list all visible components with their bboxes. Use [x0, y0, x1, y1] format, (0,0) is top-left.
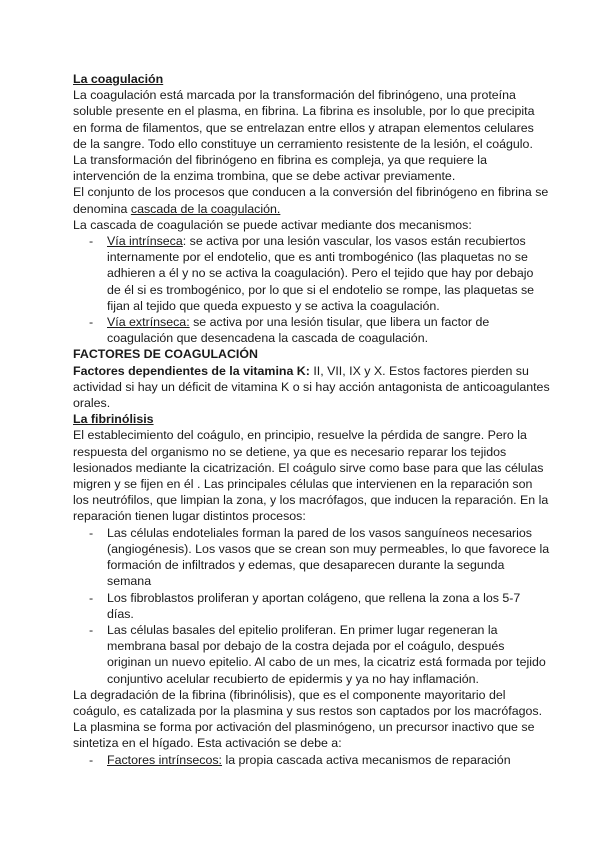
factores-intrinsecos-text: la propia cascada activa mecanismos de reparación	[222, 752, 511, 767]
via-intrinseca-text: : se activa por una lesión vascular, los vasos están recubiertos internamente por el endotelio, que es anti trombogénico (las plaquetas no se adhieren a él y no se activa la coagulación). Pero el tejido que hay por debajo de él si es trombogénico, por lo que si el endotelio se rompe, las plaquetas se fijan al tejido que queda expuesto y se activa la coagulación.	[107, 234, 535, 313]
coagulacion-paragraph-4: La cascada de coagulación se puede activar mediante dos mecanismos:	[73, 217, 472, 232]
list-item-fibroblastos: - Los fibroblastos proliferan y aportan colágeno, que rellena la zona a los 5-7 días.	[73, 590, 550, 622]
fibrinolisis-paragraph-2: La degradación de la fibrina (fibrinólisis), que es el componente mayoritario del coágulo, es catalizada por la plasmina y sus restos son captados por los macrófagos. La plasmina se forma por activación del plasminógeno, un precursor inactivo que se sintetiza en el hígado. Esta activación se debe a:	[73, 687, 543, 751]
list-item-angiogenesis: - Las células endoteliales forman la pared de los vasos sanguíneos necesarios (angiogénesis). Los vasos que se crean son muy permeables, lo que favorece la formación de infiltrados y edemas, que desaparecen durante la segunda semana	[73, 525, 550, 590]
list-item-via-extrinseca	[73, 314, 550, 346]
factores-bold-term: Factores dependientes de la vitamina K:	[73, 363, 310, 378]
list-item-factores-intrinsecos	[73, 752, 550, 768]
cascada-term: cascada de la coagulación.	[130, 201, 281, 216]
coagulacion-paragraph-2: La transformación del fibrinógeno en fibrina es compleja, ya que requiere la intervención de la enzima trombina, que se debe activar previamente.	[73, 153, 487, 184]
cascada-intro-text: El conjunto de los procesos que conducen a la conversión del fibrinógeno en fibrina se denomina	[73, 185, 549, 216]
fibrinolisis-heading: La fibrinólisis	[73, 412, 154, 427]
mecanismos-list	[73, 233, 550, 346]
factores-intrinsecos-term: Factores intrínsecos:	[107, 752, 223, 767]
fibrinolisis-paragraph-1: El establecimiento del coágulo, en principio, resuelve la pérdida de sangre. Pero la respuesta del organismo no se detiene, ya que es necesario reparar los tejidos lesionados mediante la cicatrización. El coágulo sirve como base para que las células migren y se fijen en él . Las principales células que intervienen en la reparación son los neutrófilos, que limpian la zona, y los macrófagos, que inducen la reparación. En la reparación tienen lugar distintos procesos:	[73, 428, 549, 524]
coagulacion-heading: La coagulación	[73, 72, 164, 86]
via-extrinseca-term: Vía extrínseca:	[107, 315, 190, 330]
reparacion-list	[73, 525, 550, 687]
via-extrinseca-text: se activa por una lesión tisular, que libera un factor de coagulación que desencadena la cascada de coagulación.	[107, 315, 490, 346]
coagulacion-paragraph-1: La coagulación está marcada por la transformación del fibrinógeno, una proteína soluble presente en el plasma, en fibrina. La fibrina es insoluble, por lo que precipita en forma de filamentos, que se entrelazan entre ellos y atrapan elementos celulares de la sangre. Todo ello constituye un cerramiento resistente de la lesión, el coágulo.	[73, 88, 535, 151]
activacion-list	[73, 752, 550, 768]
factores-text: II, VII, IX y X. Estos factores pierden su actividad si hay un déficit de vitamina K o si hay acción antagonista de anticoagulantes orales.	[73, 363, 550, 411]
coagulacion-paragraph-3	[73, 184, 550, 216]
factores-paragraph	[73, 363, 550, 412]
via-intrinseca-term: Vía intrínseca	[107, 234, 183, 249]
list-item-celulas-basales: - Las células basales del epitelio proliferan. En primer lugar regeneran la membrana basal por debajo de la costra dejada por el coágulo, después originan un nuevo epitelio. Al cabo de un mes, la cicatriz está formada por tejido conjuntivo acelular recubierto de epidermis y ya no hay inflamación.	[73, 622, 550, 687]
list-item-via-intrinseca	[73, 233, 550, 314]
factores-heading: FACTORES DE COAGULACIÓN	[73, 347, 258, 362]
